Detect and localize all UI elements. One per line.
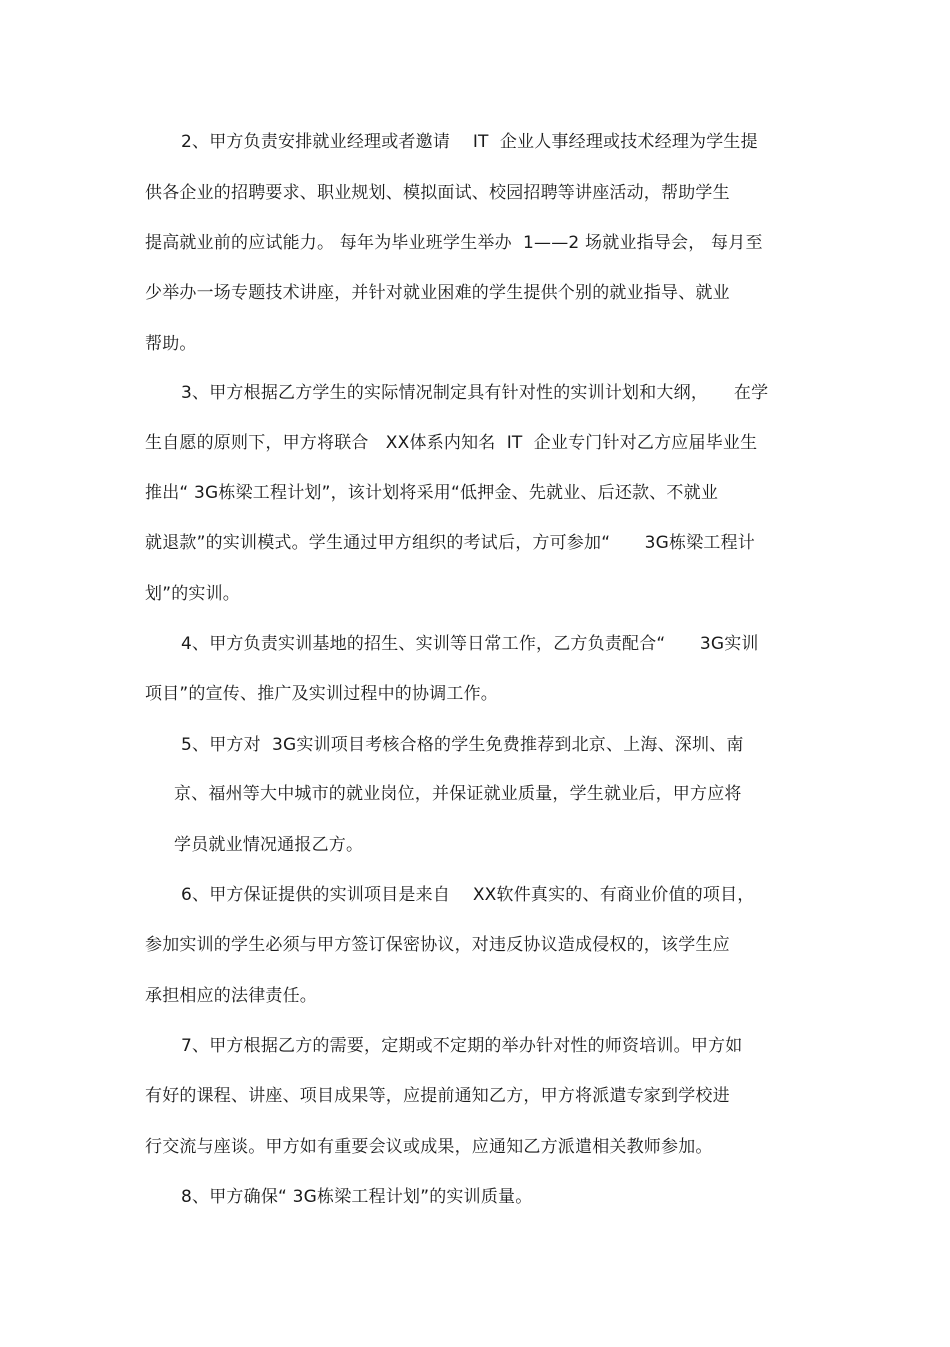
text-line: 推出“ 3G栋梁工程计划”，该计划将采用“低押金、先就业、后还款、不就业 (145, 483, 719, 503)
text-line: 少举办一场专题技术讲座，并针对就业困难的学生提供个别的就业指导、就业 (145, 283, 730, 303)
text-line: 京、福州等大中城市的就业岗位，并保证就业质量，学生就业后，甲方应将 (174, 784, 742, 804)
text-line: 5、甲方对 3G实训项目考核合格的学生免费推荐到北京、上海、深圳、南 (181, 735, 744, 755)
text-line: 承担相应的法律责任。 (145, 986, 317, 1006)
text-line: 学员就业情况通报乙方。 (174, 835, 364, 855)
text-line: 划”的实训。 (145, 584, 241, 604)
text-line: 提高就业前的应试能力。 每年为毕业班学生举办 1——2 场就业指导会， 每月至 (145, 233, 763, 253)
text-line: 就退款”的实训模式。学生通过甲方组织的考试后，方可参加“ 3G栋梁工程计 (145, 533, 756, 553)
text-line: 6、甲方保证提供的实训项目是来自 XX软件真实的、有商业价值的项目， (181, 885, 755, 905)
text-line: 供各企业的招聘要求、职业规划、模拟面试、校园招聘等讲座活动，帮助学生 (145, 183, 730, 203)
text-line: 2、甲方负责安排就业经理或者邀请 IT 企业人事经理或技术经理为学生提 (181, 132, 758, 152)
text-line: 行交流与座谈。甲方如有重要会议或成果，应通知乙方派遣相关教师参加。 (145, 1137, 713, 1157)
text-line: 帮助。 (145, 334, 197, 354)
text-line: 生自愿的原则下，甲方将联合 XX体系内知名 IT 企业专门针对乙方应届毕业生 (145, 433, 758, 453)
text-line: 参加实训的学生必须与甲方签订保密协议，对违反协议造成侵权的，该学生应 (145, 935, 730, 955)
text-line: 有好的课程、讲座、项目成果等，应提前通知乙方，甲方将派遣专家到学校进 (145, 1086, 730, 1106)
text-line: 项目”的宣传、推广及实训过程中的协调工作。 (145, 684, 499, 704)
text-line: 4、甲方负责实训基地的招生、实训等日常工作，乙方负责配合“ 3G实训 (181, 634, 759, 654)
text-line: 7、甲方根据乙方的需要，定期或不定期的举办针对性的师资培训。甲方如 (181, 1036, 743, 1056)
text-line: 3、甲方根据乙方学生的实际情况制定具有针对性的实训计划和大纲， 在学 (181, 383, 769, 403)
text-line: 8、甲方确保“ 3G栋梁工程计划”的实训质量。 (181, 1187, 533, 1207)
